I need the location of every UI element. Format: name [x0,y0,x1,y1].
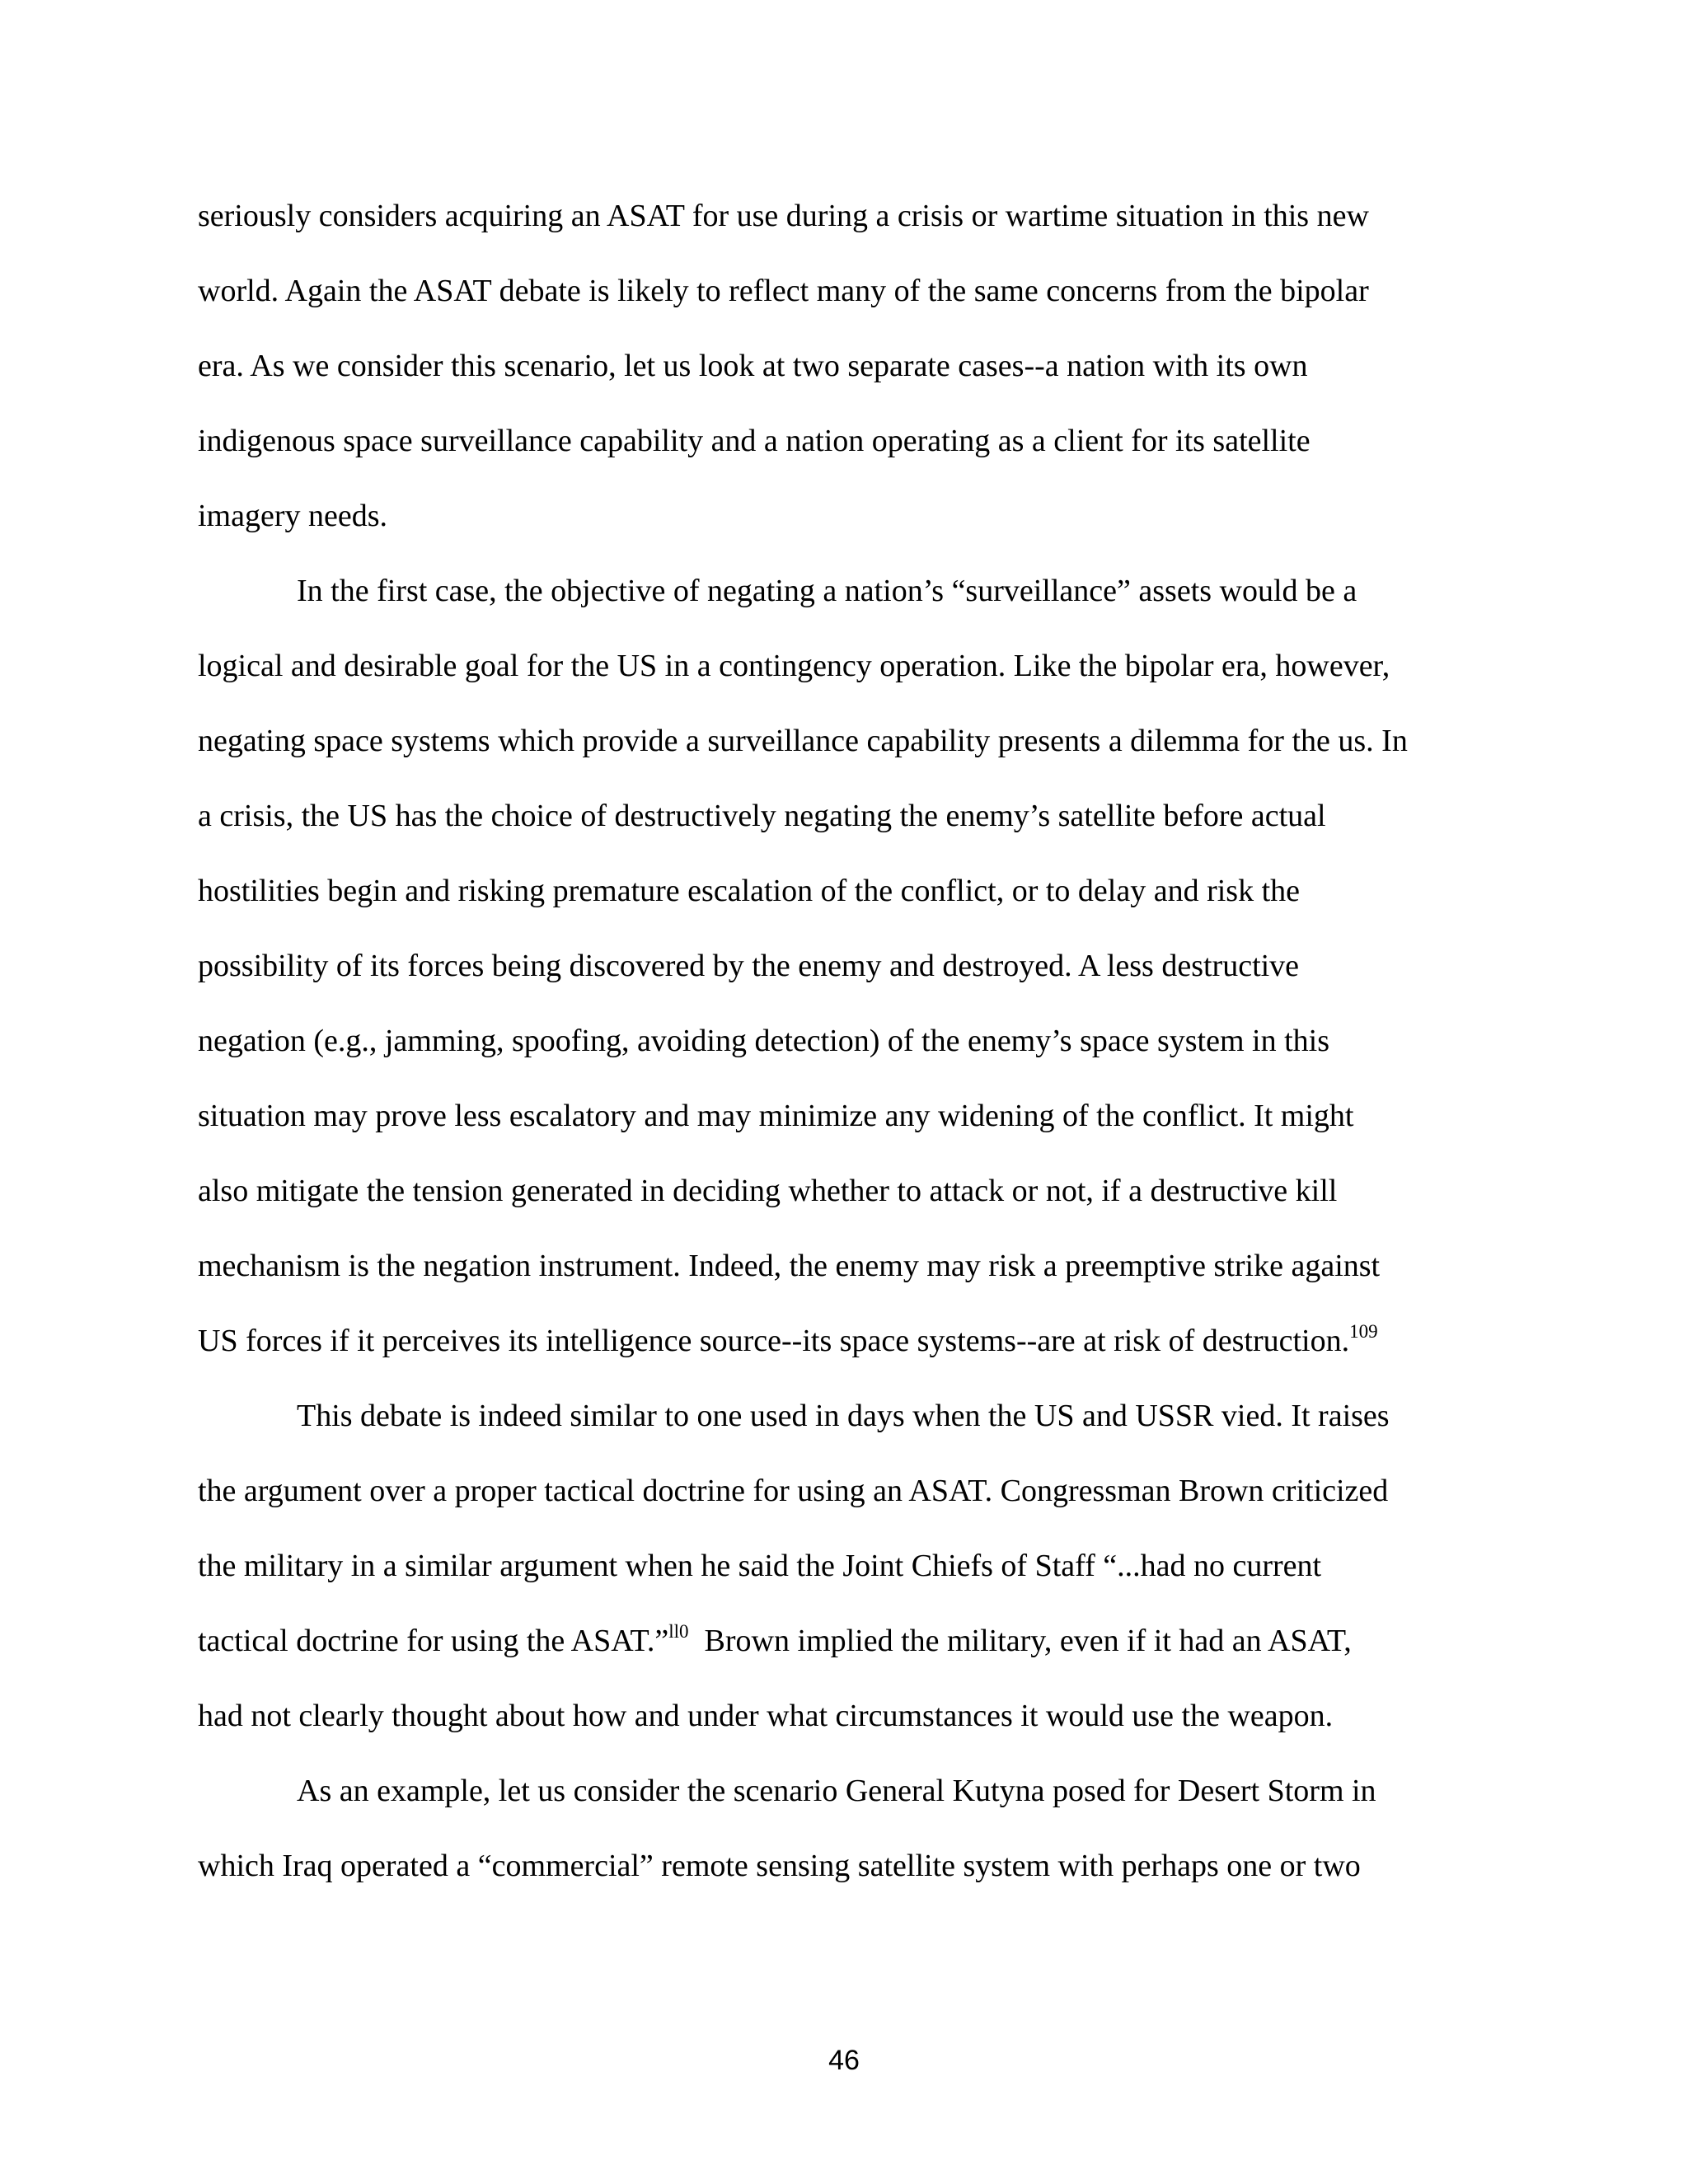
paragraph-first-line: This debate is indeed similar to one used in days when the US and USSR vied. It raises [297,1399,1390,1433]
paragraph-first-line: As an example, let us consider the scenario General Kutyna posed for Desert Storm in [297,1774,1376,1808]
body-line-text: US forces if it perceives its intelligence source--its space systems--are at risk of destruction. [198,1324,1350,1358]
body-line: imagery needs. [198,499,388,533]
body-line: seriously considers acquiring an ASAT for use during a crisis or wartime situation in this new [198,199,1369,233]
body-line-text-continued: Brown implied the military, even if it had an ASAT, [688,1624,1352,1658]
body-line: mechanism is the negation instrument. Indeed, the enemy may risk a preemptive strike against [198,1249,1381,1283]
body-line: logical and desirable goal for the US in a contingency operation. Like the bipolar era, however, [198,649,1390,683]
body-line: indigenous space surveillance capability and a nation operating as a client for its satellite [198,424,1311,458]
body-line: also mitigate the tension generated in deciding whether to attack or not, if a destructive kill [198,1174,1338,1208]
body-line: situation may prove less escalatory and may minimize any widening of the conflict. It might [198,1099,1354,1133]
body-line-text: tactical doctrine for using the ASAT.” [198,1624,669,1658]
footnote-marker-110: ll0 [668,1621,689,1642]
body-line: had not clearly thought about how and under what circumstances it would use the weapon. [198,1699,1334,1733]
body-line: the military in a similar argument when he said the Joint Chiefs of Staff “...had no current [198,1549,1322,1583]
page-number: 46 [828,2045,860,2076]
body-line: negation (e.g., jamming, spoofing, avoiding detection) of the enemy’s space system in this [198,1024,1329,1058]
body-line [198,1323,1378,1359]
body-line [198,1623,1352,1659]
paragraph-first-line: In the first case, the objective of negating a nation’s “surveillance” assets would be a [297,574,1357,608]
body-line: world. Again the ASAT debate is likely to reflect many of the same concerns from the bipolar [198,274,1369,308]
body-line: era. As we consider this scenario, let us look at two separate cases--a nation with its own [198,349,1308,383]
body-line: negating space systems which provide a surveillance capability presents a dilemma for the us. In [198,724,1408,758]
body-line: which Iraq operated a “commercial” remote sensing satellite system with perhaps one or two [198,1849,1361,1883]
body-line: the argument over a proper tactical doctrine for using an ASAT. Congressman Brown criticized [198,1474,1389,1508]
body-line: hostilities begin and risking premature escalation of the conflict, or to delay and risk the [198,874,1301,908]
body-line: a crisis, the US has the choice of destructively negating the enemy’s satellite before actual [198,799,1326,833]
body-line: possibility of its forces being discovered by the enemy and destroyed. A less destructive [198,949,1300,983]
footnote-marker-109: 109 [1349,1321,1378,1342]
